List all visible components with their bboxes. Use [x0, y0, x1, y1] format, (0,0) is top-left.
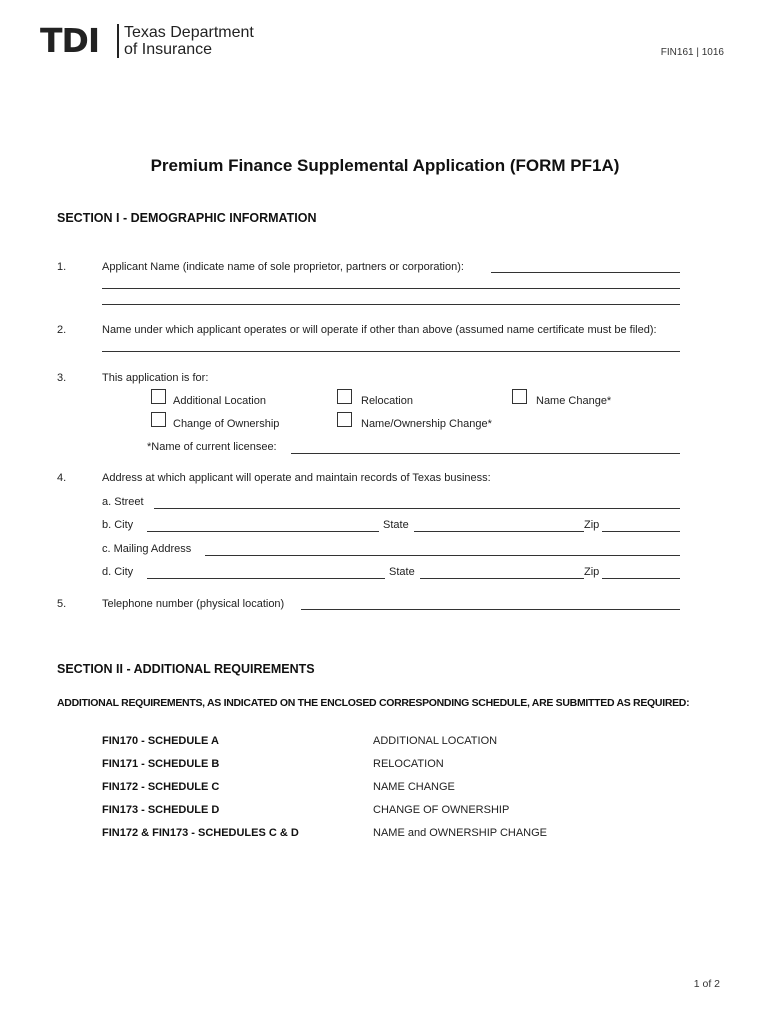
mailing-state-label: State [389, 566, 415, 578]
requirements-heading: ADDITIONAL REQUIREMENTS, AS INDICATED ON THE ENCLOSED CORRESPONDING SCHEDULE, ARE SUBMITTED AS REQUIRED: [57, 697, 690, 709]
schedule-description: RELOCATION [373, 758, 444, 770]
change-of-ownership-label: Change of Ownership [173, 418, 280, 430]
q3-number: 3. [57, 372, 67, 384]
schedule-code: FIN173 - SCHEDULE D [102, 804, 220, 816]
q1-number: 1. [57, 261, 67, 273]
mailing-state-field[interactable] [420, 578, 584, 579]
q5-number: 5. [57, 598, 67, 610]
state-field[interactable] [414, 531, 584, 532]
name-change-label: Name Change* [536, 395, 612, 407]
section-1-heading: SECTION I - DEMOGRAPHIC INFORMATION [57, 211, 317, 225]
state-label: State [383, 519, 409, 531]
mailing-city-field[interactable] [147, 578, 385, 579]
page-title: Premium Finance Supplemental Application (FORM PF1A) [150, 156, 620, 175]
city-label: b. City [102, 519, 134, 531]
schedule-code: FIN170 - SCHEDULE A [102, 735, 219, 747]
applicant-name-field-line3[interactable] [102, 304, 680, 305]
zip-label: Zip [584, 519, 600, 531]
q2-number: 2. [57, 324, 67, 336]
zip-field[interactable] [602, 531, 680, 532]
page-number: 1 of 2 [693, 978, 720, 990]
mailing-zip-field[interactable] [602, 578, 680, 579]
current-licensee-label: *Name of current licensee: [147, 441, 277, 453]
additional-location-label: Additional Location [173, 395, 266, 407]
telephone-field[interactable] [301, 609, 680, 610]
mailing-address-field[interactable] [205, 555, 680, 556]
schedule-description: NAME CHANGE [373, 781, 455, 793]
section-2-heading: SECTION II - ADDITIONAL REQUIREMENTS [57, 662, 315, 676]
q3-label: This application is for: [102, 372, 209, 384]
logo-text-line1: Texas Department [124, 24, 254, 41]
q1-label: Applicant Name (indicate name of sole proprietor, partners or corporation): [102, 261, 464, 273]
assumed-name-field[interactable] [102, 351, 680, 352]
mailing-zip-label: Zip [584, 566, 600, 578]
tdi-logo: TDI [40, 21, 100, 60]
schedule-code: FIN172 & FIN173 - SCHEDULES C & D [102, 827, 299, 839]
name-ownership-change-checkbox[interactable] [337, 412, 352, 427]
q2-label: Name under which applicant operates or will operate if other than above (assumed name certificate must be filed): [102, 324, 657, 336]
street-field[interactable] [154, 508, 680, 509]
schedule-code: FIN172 - SCHEDULE C [102, 781, 220, 793]
city-field[interactable] [147, 531, 379, 532]
mailing-address-label: c. Mailing Address [102, 543, 192, 555]
name-change-checkbox[interactable] [512, 389, 527, 404]
q5-label: Telephone number (physical location) [102, 598, 285, 610]
mailing-city-label: d. City [102, 566, 134, 578]
change-of-ownership-checkbox[interactable] [151, 412, 166, 427]
q4-label: Address at which applicant will operate and maintain records of Texas business: [102, 472, 491, 484]
schedule-description: NAME and OWNERSHIP CHANGE [373, 827, 548, 839]
relocation-checkbox[interactable] [337, 389, 352, 404]
schedule-code: FIN171 - SCHEDULE B [102, 758, 220, 770]
name-ownership-change-label: Name/Ownership Change* [361, 418, 492, 430]
logo-divider [117, 24, 119, 58]
current-licensee-field[interactable] [291, 453, 680, 454]
logo-text-line2: of Insurance [124, 41, 213, 58]
schedule-description: ADDITIONAL LOCATION [373, 735, 498, 747]
relocation-label: Relocation [361, 395, 413, 407]
applicant-name-field[interactable] [491, 272, 680, 273]
form-code: FIN161 | 1016 [660, 47, 724, 58]
schedule-description: CHANGE OF OWNERSHIP [373, 804, 510, 816]
street-label: a. Street [102, 496, 144, 508]
applicant-name-field-line2[interactable] [102, 288, 680, 289]
additional-location-checkbox[interactable] [151, 389, 166, 404]
q4-number: 4. [57, 472, 67, 484]
